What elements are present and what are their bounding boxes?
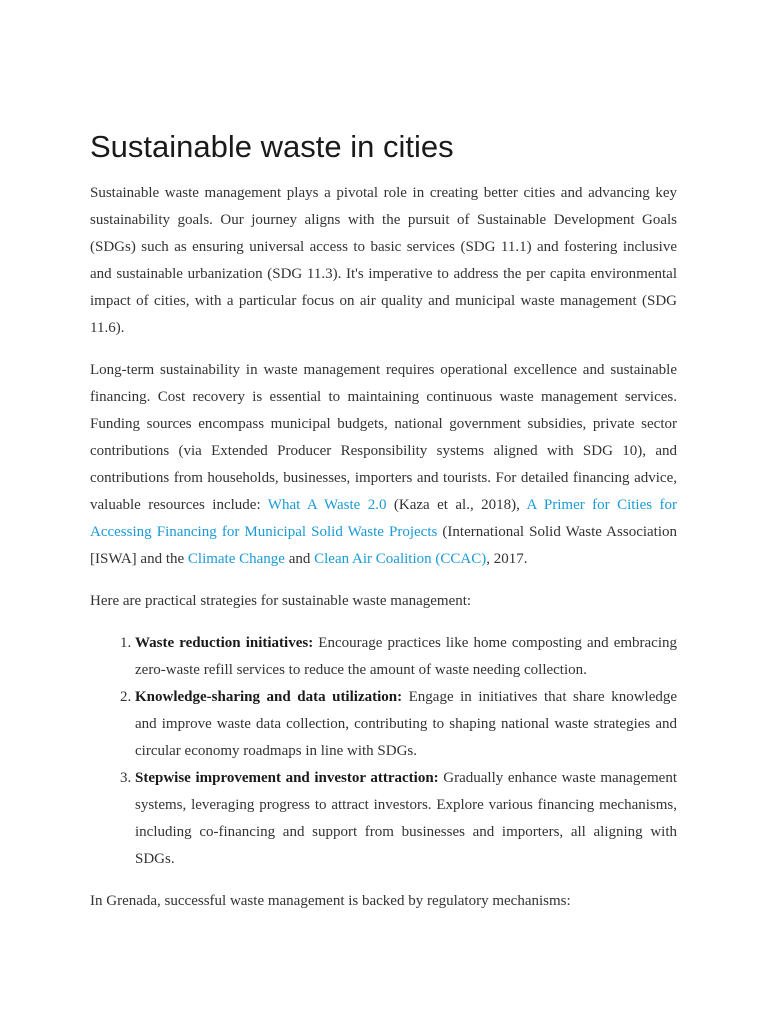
financing-text-5: , 2017. xyxy=(486,551,528,567)
strategies-intro: Here are practical strategies for sustainable waste management: xyxy=(90,593,472,609)
strategy-text: Encourage practices like home composting and embracing zero-waste refill services to reduce the amount of waste needing collection. xyxy=(135,635,677,678)
financing-text-2: (Kaza et al., 2018), xyxy=(386,497,527,513)
strategy-text: Engage in initiatives that share knowledge and improve waste data collection, contributing to shaping national waste strategies and circular economy roadmaps in line with SDGs. xyxy=(135,689,678,759)
page-title: Sustainable waste in cities xyxy=(90,129,454,164)
list-item xyxy=(135,765,677,873)
intro-paragraph: Sustainable waste management plays a pivotal role in creating better cities and advancing key sustainability goals. Our journey aligns with the pursuit of Sustainable Development Goals (SDGs) such as ensuring universal access to basic services (SDG 11.1) and fostering inclusive and sustainable urbanization (SDG 11.3). It's imperative to address the per capita environmental impact of cities, with a particular focus on air quality and municipal waste management (SDG 11.6). xyxy=(90,185,677,336)
strategy-title: Stepwise improvement and investor attraction: xyxy=(135,770,439,786)
financing-text-4: and xyxy=(284,551,315,567)
primer-for-cities-link[interactable]: A Primer for Cities for Accessing Financing for Municipal Solid Waste Projects xyxy=(90,497,677,540)
strategy-text: Gradually enhance waste management systems, leveraging progress to attract investors. Explore various financing mechanisms, including co-financing and support from businesses and importers, all aligning with SDGs. xyxy=(135,770,677,867)
financing-text-1: Long-term sustainability in waste management requires operational excellence and sustainable financing. Cost recovery is essential to maintaining continuous waste management services. Funding sources encompass municipal budgets, national government subsidies, private sector contributions (via Extended Producer Responsibility systems aligned with SDG 10), and contributions from households, businesses, importers and tourists. For detailed financing advice, valuable resources include: xyxy=(90,362,677,513)
strategy-title: Knowledge-sharing and data utilization: xyxy=(135,689,403,705)
list-item xyxy=(135,630,677,684)
grenada-paragraph: In Grenada, successful waste management is backed by regulatory mechanisms: xyxy=(90,893,571,909)
financing-text-3: (International Solid Waste Association [ISWA] and the xyxy=(90,524,678,567)
article xyxy=(90,128,677,930)
list-item xyxy=(135,684,677,765)
clean-air-coalition-link[interactable]: Clean Air Coalition (CCAC) xyxy=(314,551,487,567)
climate-change-link[interactable]: Climate Change xyxy=(187,551,285,567)
financing-paragraph xyxy=(90,357,677,573)
strategies-list xyxy=(90,630,677,873)
what-a-waste-link[interactable]: What A Waste 2.0 xyxy=(267,497,387,513)
strategy-title: Waste reduction initiatives: xyxy=(135,635,314,651)
